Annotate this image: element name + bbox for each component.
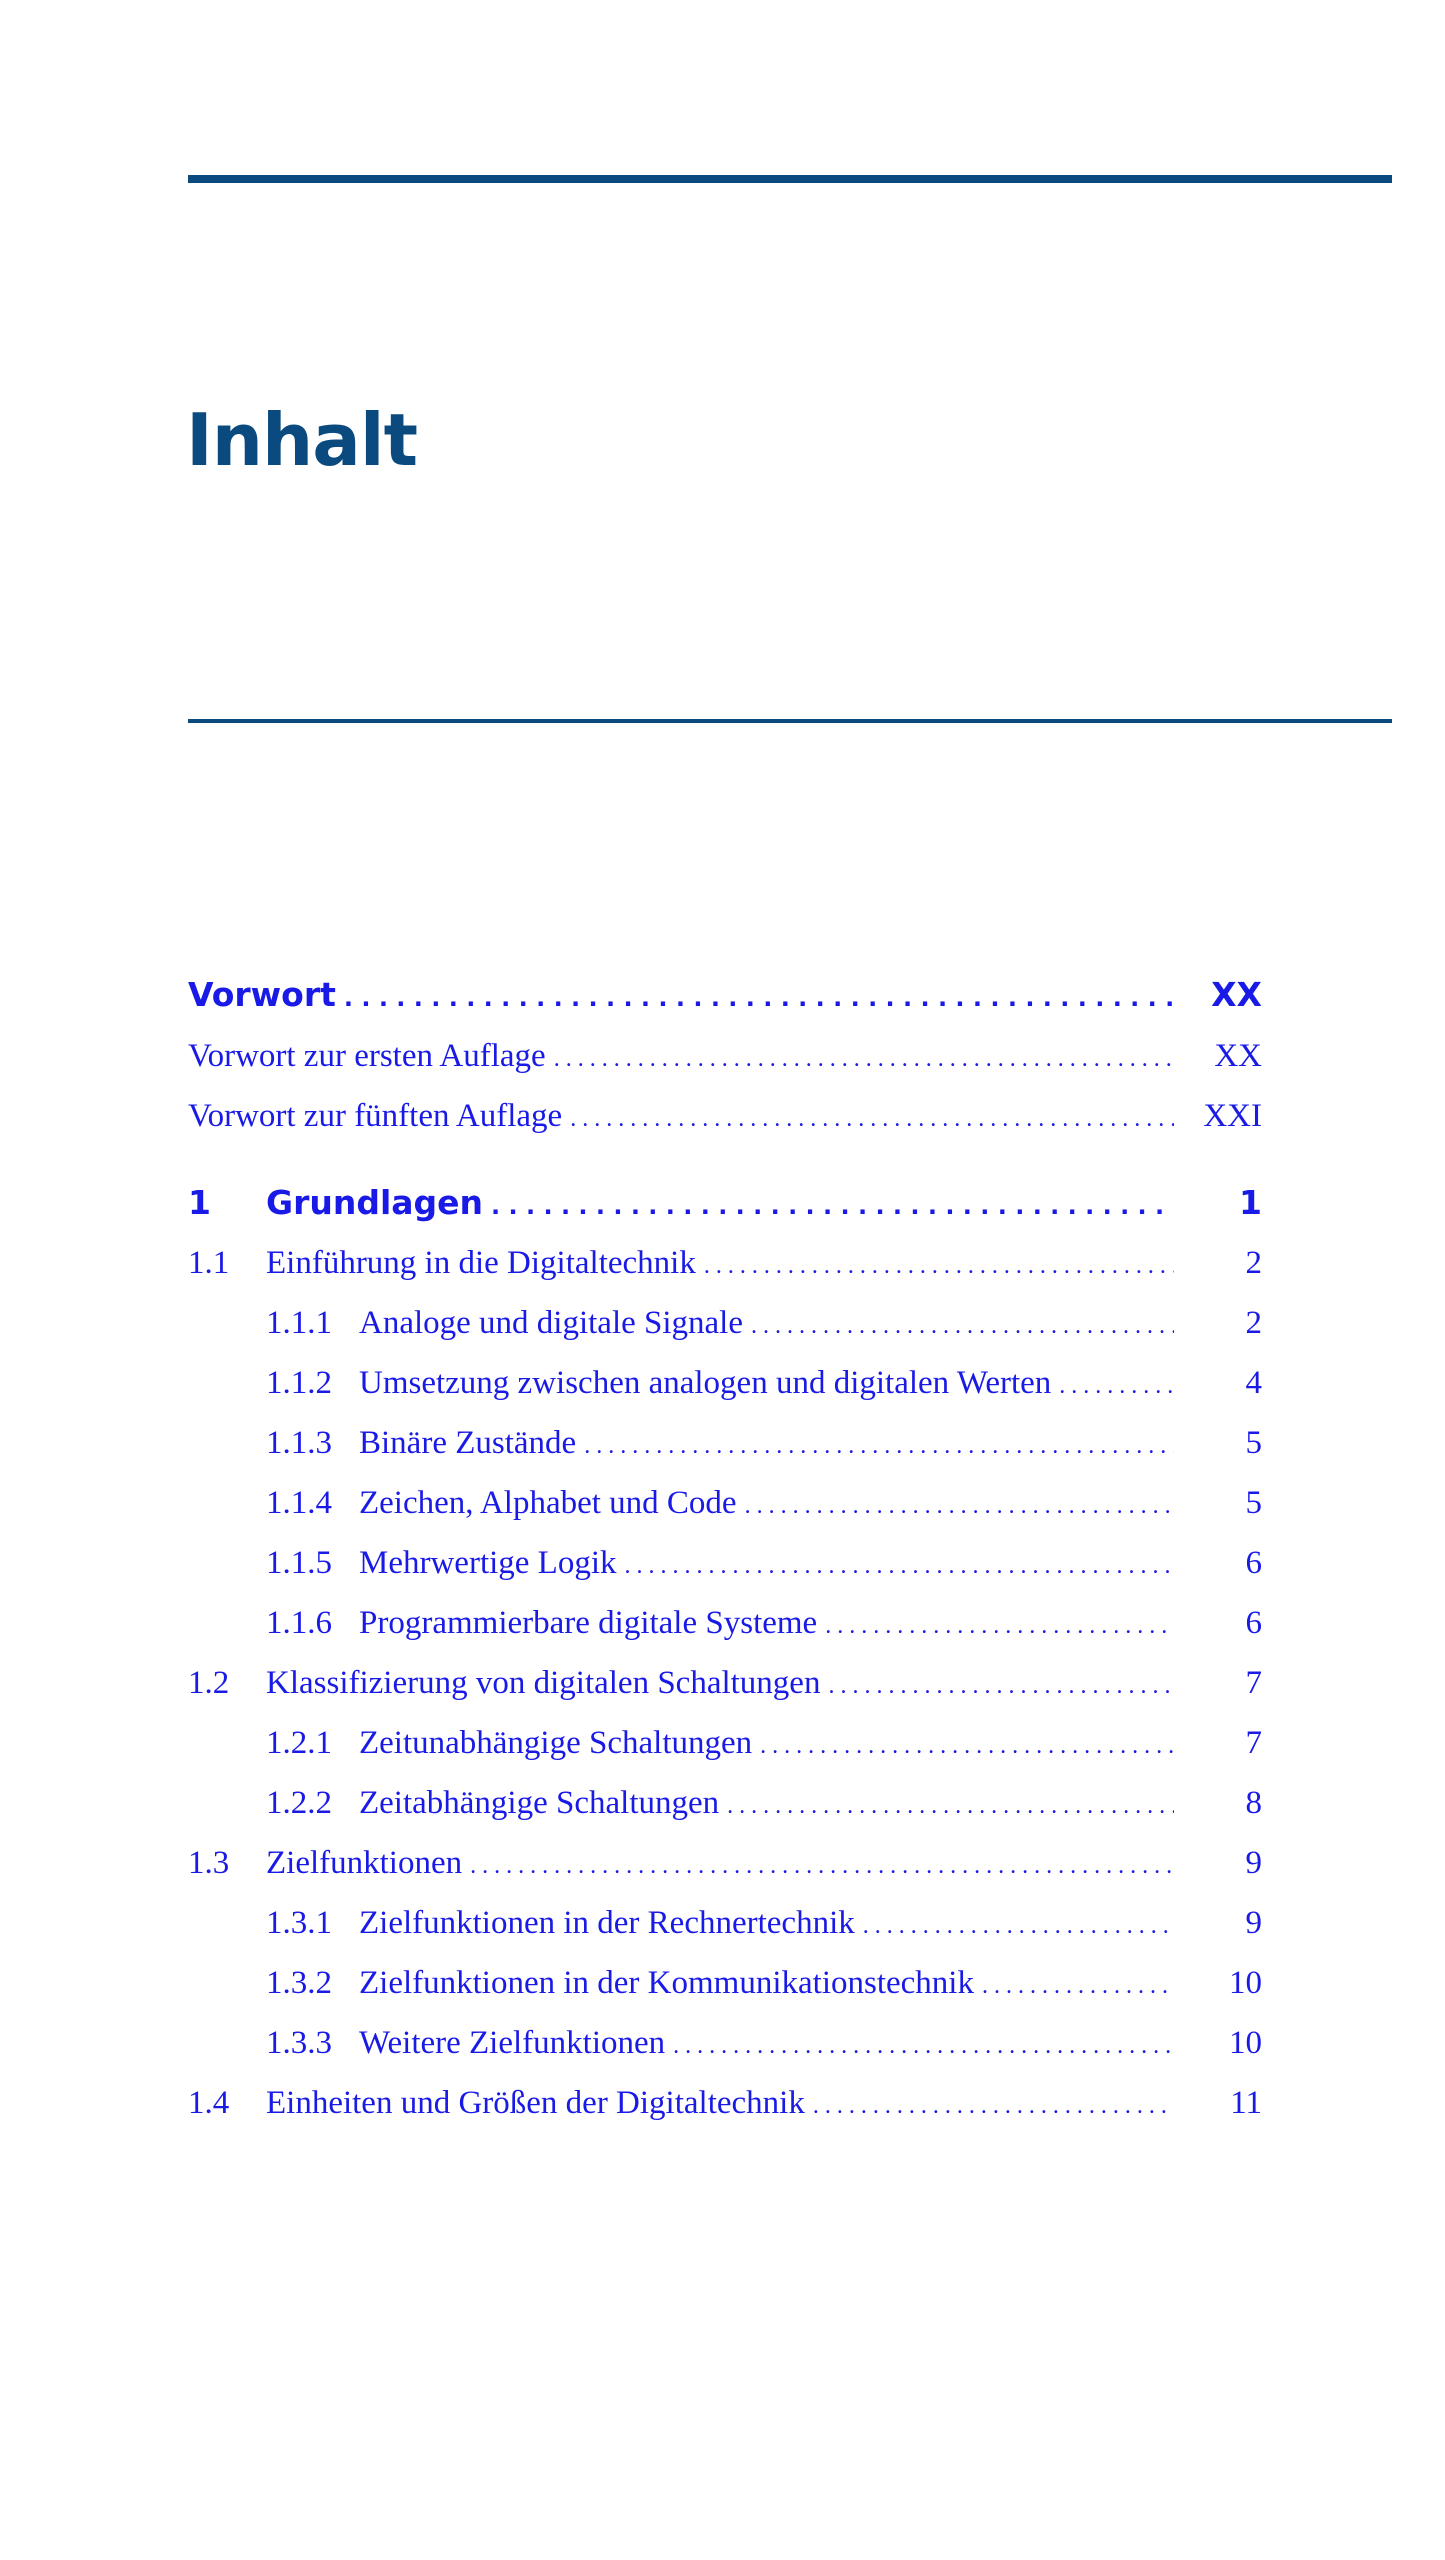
toc-entry[interactable]	[266, 1298, 1262, 1348]
toc-entry-page-number: 5	[1245, 1485, 1262, 1521]
toc-entry-page-number: XXI	[1203, 1098, 1262, 1134]
toc-entry-number: 1.1.6	[266, 1605, 332, 1641]
dot-leader	[745, 1481, 1174, 1531]
toc-entry-number: 1.1	[188, 1245, 230, 1281]
toc-entry-label: Umsetzung zwischen analogen und digitalen Werten	[359, 1365, 1052, 1401]
dot-leader	[491, 1181, 1174, 1231]
toc-entry-label: Zeitunabhängige Schaltungen	[359, 1725, 753, 1761]
toc-entry-number: 1.2	[188, 1665, 230, 1701]
toc-entry-number: 1	[188, 1183, 211, 1222]
dot-leader	[825, 1601, 1174, 1651]
toc-entry-page-number: 1	[1239, 1183, 1262, 1222]
toc-entry-label: Mehrwertige Logik	[359, 1545, 617, 1581]
toc-entry-page-number: 7	[1245, 1665, 1262, 1701]
toc-entry-label: Programmierbare digitale Systeme	[359, 1605, 818, 1641]
toc-entry-page-number: 7	[1245, 1725, 1262, 1761]
toc-entry-page-number: 10	[1229, 2025, 1262, 2061]
dot-leader	[570, 1094, 1174, 1144]
toc-entry[interactable]	[188, 1658, 1262, 1708]
toc-entry-page-number: 9	[1245, 1845, 1262, 1881]
toc-entry[interactable]	[266, 1358, 1262, 1408]
toc-entry[interactable]	[266, 2018, 1262, 2068]
toc-entry-page-number: 9	[1245, 1905, 1262, 1941]
dot-leader	[1059, 1361, 1174, 1411]
toc-entry-label: Zielfunktionen in der Kommunikationstechnik	[359, 1965, 974, 2001]
toc-entry-number: 1.3.2	[266, 1965, 332, 2001]
toc-entry[interactable]	[266, 1718, 1262, 1768]
dot-leader	[751, 1301, 1174, 1351]
dot-leader	[828, 1661, 1174, 1711]
toc-entry-number: 1.3.3	[266, 2025, 332, 2061]
toc-entry-label: Vorwort zur fünften Auflage	[188, 1098, 563, 1134]
toc-entry[interactable]	[266, 1418, 1262, 1468]
top-rule	[188, 175, 1392, 183]
toc-entry-label: Zielfunktionen in der Rechnertechnik	[359, 1905, 855, 1941]
toc-entry[interactable]	[266, 1598, 1262, 1648]
toc-entry[interactable]	[188, 1091, 1262, 1141]
toc-entry-label: Einheiten und Größen der Digitaltechnik	[266, 2085, 805, 2121]
toc-entry[interactable]	[266, 1898, 1262, 1948]
toc-entry[interactable]	[266, 1958, 1262, 2008]
toc-entry[interactable]	[266, 1778, 1262, 1828]
toc-entry-number: 1.1.3	[266, 1425, 332, 1461]
toc-entry[interactable]	[188, 1031, 1262, 1081]
toc-entry-label: Klassifizierung von digitalen Schaltungen	[266, 1665, 821, 1701]
toc-entry-page-number: 10	[1229, 1965, 1262, 2001]
dot-leader	[554, 1034, 1174, 1084]
dot-leader	[863, 1901, 1174, 1951]
dot-leader	[982, 1961, 1174, 2011]
toc-entry-number: 1.1.5	[266, 1545, 332, 1581]
toc-entry-label: Zeichen, Alphabet und Code	[359, 1485, 737, 1521]
dot-leader	[704, 1241, 1174, 1291]
toc-entry-label: Vorwort	[188, 975, 336, 1014]
toc-entry-number: 1.4	[188, 2085, 230, 2121]
toc-entry[interactable]	[266, 1478, 1262, 1528]
page-title: Inhalt	[186, 398, 417, 482]
toc-entry-number: 1.1.2	[266, 1365, 332, 1401]
toc-entry-label: Zielfunktionen	[266, 1845, 463, 1881]
toc-entry-page-number: 6	[1245, 1605, 1262, 1641]
dot-leader	[584, 1421, 1174, 1471]
dot-leader	[813, 2081, 1174, 2131]
toc-entry-label: Zeitabhängige Schaltungen	[359, 1785, 720, 1821]
toc-entry-page-number: 5	[1245, 1425, 1262, 1461]
toc-entry-label: Binäre Zustände	[359, 1425, 577, 1461]
dot-leader	[625, 1541, 1174, 1591]
toc-entry-label: Analoge und digitale Signale	[359, 1305, 743, 1341]
toc-entry[interactable]	[188, 970, 1262, 1020]
toc-entry-number: 1.2.1	[266, 1725, 332, 1761]
dot-leader	[673, 2021, 1174, 2071]
toc-entry-number: 1.2.2	[266, 1785, 332, 1821]
toc-entry-label: Vorwort zur ersten Auflage	[188, 1038, 546, 1074]
toc-entry-label: Grundlagen	[266, 1183, 484, 1222]
toc-entry-page-number: XX	[1214, 1038, 1262, 1074]
toc-entry-number: 1.3	[188, 1845, 230, 1881]
toc-entry-page-number: 11	[1230, 2085, 1262, 2121]
toc-entry-page-number: 2	[1245, 1305, 1262, 1341]
toc-entry-number: 1.1.1	[266, 1305, 332, 1341]
toc-entry[interactable]	[188, 1838, 1262, 1888]
toc-entry[interactable]	[188, 2078, 1262, 2128]
toc-entry-page-number: 6	[1245, 1545, 1262, 1581]
toc-entry-page-number: 4	[1245, 1365, 1262, 1401]
dot-leader	[344, 973, 1174, 1023]
toc-entry[interactable]	[266, 1538, 1262, 1588]
toc-entry-number: 1.1.4	[266, 1485, 332, 1521]
toc-entry-label: Einführung in die Digitaltechnik	[266, 1245, 696, 1281]
dot-leader	[727, 1781, 1174, 1831]
toc-entry-label: Weitere Zielfunktionen	[359, 2025, 666, 2061]
toc-entry-number: 1.3.1	[266, 1905, 332, 1941]
toc-entry-page-number: 8	[1245, 1785, 1262, 1821]
toc-entry[interactable]	[188, 1178, 1262, 1228]
toc-entry-page-number: 2	[1245, 1245, 1262, 1281]
title-underline-rule	[188, 719, 1392, 723]
dot-leader	[760, 1721, 1174, 1771]
dot-leader	[470, 1841, 1174, 1891]
toc-entry-page-number: XX	[1211, 975, 1262, 1014]
toc-entry[interactable]	[188, 1238, 1262, 1288]
